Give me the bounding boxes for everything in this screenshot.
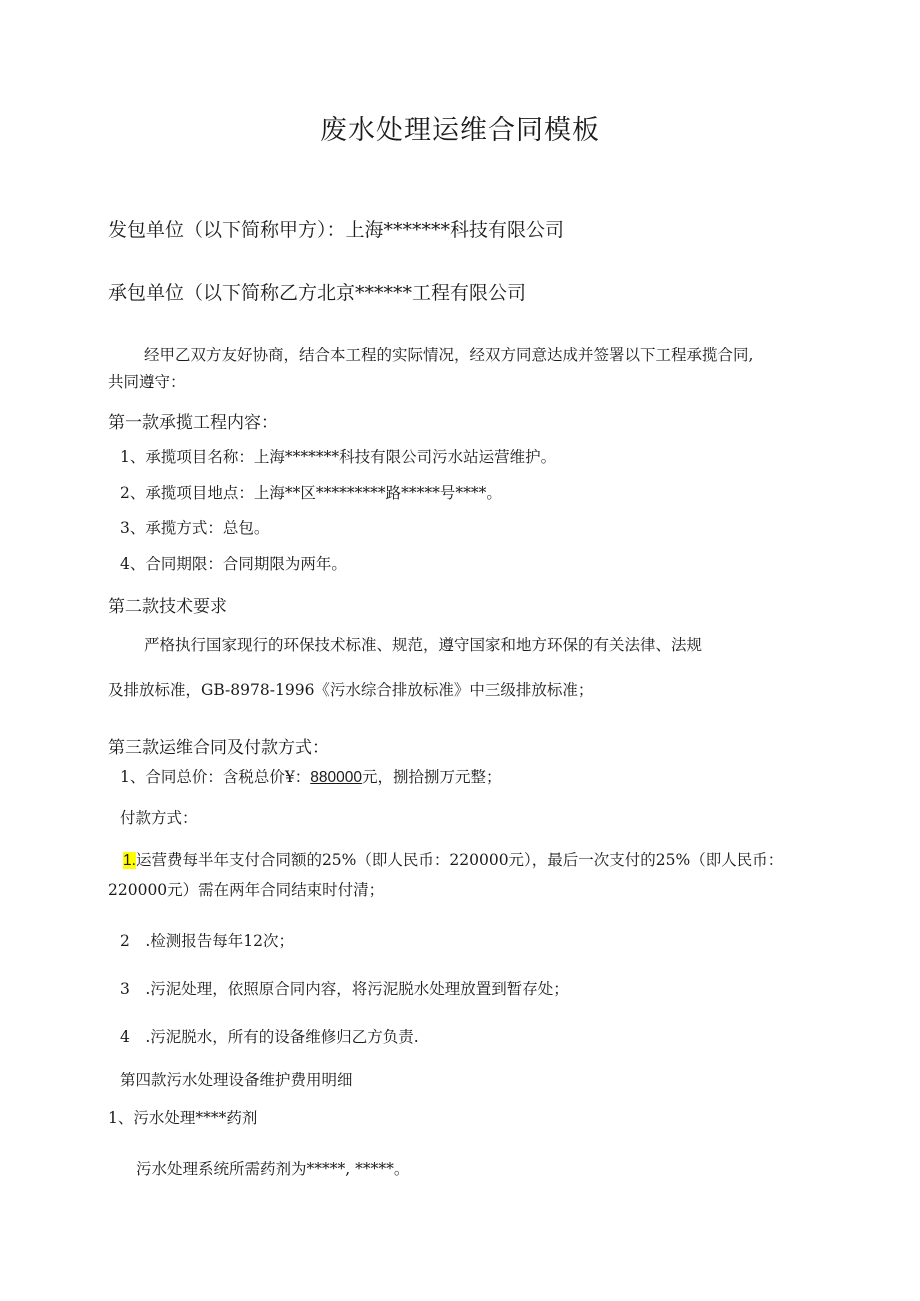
contract-price-line [120,765,501,787]
section2-line-2: 及排放标准，GB-8978-1996《污水综合排放标准》中三级排放标准； [108,681,594,699]
section1-item-2: 2、承揽项目地点：上海**区*********路*****号****。 [120,484,502,502]
section3-heading: 第三款运维合同及付款方式： [108,738,329,758]
section1-heading: 第一款承揽工程内容： [108,413,278,433]
section2-line-1: 严格执行国家现行的环保技术标准、规范，遵守国家和地方环保的有关法律、法规 [144,636,703,654]
section2-heading: 第二款技术要求 [108,597,227,617]
payment-item-4: 4 .污泥脱水，所有的设备维修归乙方负责. [120,1028,419,1046]
intro-line-1: 经甲乙双方友好协商，结合本工程的实际情况，经双方同意达成并签署以下工程承揽合同, [144,346,754,364]
payment-item-2: 2 .检测报告每年12次； [120,932,295,950]
party-b-line: 承包单位（以下简称乙方北京******工程有限公司 [108,282,527,304]
payment-item-1 [123,848,783,870]
section4-item-1: 1、污水处理****药剂 [108,1109,258,1127]
contract-price-value: 880000 [310,769,362,786]
payment-item-1-text: 运营费每半年支付合同额的25%（即人民币：220000元），最后一次支付的25%（即人民币： [135,851,784,869]
intro-line-2: 共同遵守： [108,373,186,391]
party-a-line: 发包单位（以下简称甲方）：上海*******科技有限公司 [108,219,565,241]
payment-item-1-line-2: 220000元）需在两年合同结束时付清； [108,881,385,899]
section1-item-4: 4、合同期限：合同期限为两年。 [120,555,347,573]
payment-item-1-number: 1. [123,852,136,869]
payment-method-label: 付款方式： [120,809,198,827]
section4-heading: 第四款污水处理设备维护费用明细 [120,1071,353,1089]
contract-price-suffix: 元，捌拾捌万元整； [361,768,502,786]
payment-item-3: 3 .污泥处理，依照原合同内容，将污泥脱水处理放置到暂存处； [120,980,569,998]
contract-price-prefix: 1、合同总价：含税总价¥： [120,768,311,786]
section1-item-1: 1、承揽项目名称：上海*******科技有限公司污水站运营维护。 [120,448,557,466]
document-title: 废水处理运维合同模板 [320,115,600,146]
section4-item-1-text: 污水处理系统所需药剂为*****, *****。 [136,1160,410,1178]
section1-item-3: 3、承揽方式：总包。 [120,519,270,537]
